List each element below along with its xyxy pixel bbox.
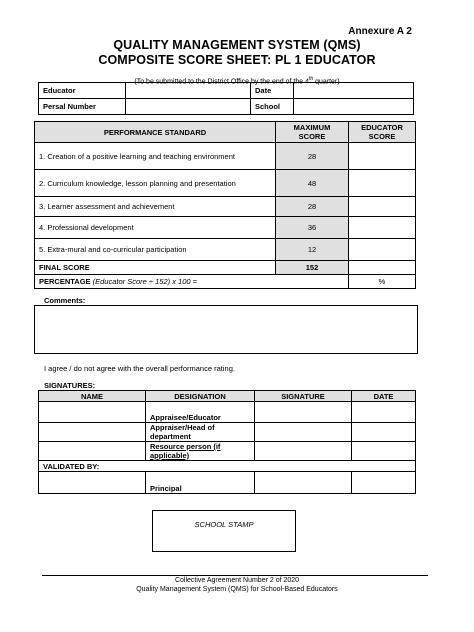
score-row bbox=[35, 197, 416, 217]
document-subtitle: (To be submitted to the District Office by the end of the 4th quarter) bbox=[134, 76, 340, 86]
col-date: DATE bbox=[352, 391, 416, 402]
max-score: 12 bbox=[276, 239, 349, 261]
standard-text: 2. Curriculum knowledge, lesson planning and presentation bbox=[35, 170, 276, 197]
col-educator-score: EDUCATOR SCORE bbox=[349, 122, 416, 143]
appraisee-date-field[interactable] bbox=[352, 402, 416, 423]
footer-line2: Quality Management System (QMS) for School-Based Educators bbox=[136, 586, 338, 593]
document-title-line2: COMPOSITE SCORE SHEET: PL 1 EDUCATOR bbox=[98, 53, 376, 67]
max-score: 36 bbox=[276, 217, 349, 239]
document-title-line1: QUALITY MANAGEMENT SYSTEM (QMS) bbox=[113, 38, 361, 52]
persal-label: Persal Number bbox=[39, 99, 126, 115]
appraisee-name-field[interactable] bbox=[39, 402, 146, 423]
percentage-row bbox=[35, 275, 349, 289]
school-field[interactable] bbox=[294, 99, 414, 115]
percent-sign: % bbox=[378, 277, 386, 286]
appraisee-designation: Appraisee/Educator bbox=[146, 402, 255, 423]
resource-date-field[interactable] bbox=[352, 442, 416, 461]
percentage-formula: (Educator Score ÷ 152) x 100 = bbox=[92, 277, 198, 286]
principal-date-field[interactable] bbox=[352, 472, 416, 494]
percentage-field[interactable] bbox=[349, 275, 416, 289]
annexure-label: Annexure A 2 bbox=[348, 26, 412, 37]
educator-info-table bbox=[38, 82, 414, 115]
appraiser-designation: Appraiser/Head of department bbox=[146, 423, 255, 442]
score-row bbox=[35, 239, 416, 261]
resource-signature-field[interactable] bbox=[255, 442, 352, 461]
signatures-table bbox=[38, 390, 416, 494]
col-name: NAME bbox=[39, 391, 146, 402]
comments-label: Comments: bbox=[44, 296, 86, 305]
max-score: 48 bbox=[276, 170, 349, 197]
educator-score-field[interactable] bbox=[349, 239, 416, 261]
resource-name-field[interactable] bbox=[39, 442, 146, 461]
appraiser-name-field[interactable] bbox=[39, 423, 146, 442]
agreement-statement: I agree / do not agree with the overall performance rating. bbox=[44, 364, 235, 373]
principal-name-field[interactable] bbox=[39, 472, 146, 494]
date-field[interactable] bbox=[294, 83, 414, 99]
date-label: Date bbox=[251, 83, 294, 99]
appraisee-signature-field[interactable] bbox=[255, 402, 352, 423]
col-standard: PERFORMANCE STANDARD bbox=[35, 122, 276, 143]
educator-field[interactable] bbox=[126, 83, 251, 99]
appraiser-date-field[interactable] bbox=[352, 423, 416, 442]
standard-text: 3. Learner assessment and achievement bbox=[35, 197, 276, 217]
educator-score-field[interactable] bbox=[349, 143, 416, 170]
standard-text: 5. Extra-mural and co-curricular participation bbox=[35, 239, 276, 261]
final-max-score: 152 bbox=[276, 261, 349, 275]
signatures-heading: SIGNATURES: bbox=[44, 381, 96, 390]
score-row bbox=[35, 217, 416, 239]
educator-label: Educator bbox=[39, 83, 126, 99]
score-row bbox=[35, 143, 416, 170]
principal-signature-field[interactable] bbox=[255, 472, 352, 494]
max-score: 28 bbox=[276, 197, 349, 217]
footer-divider bbox=[42, 575, 428, 576]
school-stamp-box bbox=[152, 510, 296, 552]
footer-line1: Collective Agreement Number 2 of 2020 bbox=[174, 577, 300, 584]
principal-designation: Principal bbox=[146, 472, 255, 494]
final-score-label: FINAL SCORE bbox=[35, 261, 276, 275]
school-stamp-label: SCHOOL STAMP bbox=[194, 520, 254, 529]
col-signature: SIGNATURE bbox=[255, 391, 352, 402]
appraiser-signature-field[interactable] bbox=[255, 423, 352, 442]
col-max-score: MAXIMUM SCORE bbox=[276, 122, 349, 143]
score-table bbox=[34, 121, 416, 289]
resource-designation: Resource person (if applicable) bbox=[146, 442, 255, 461]
educator-score-field[interactable] bbox=[349, 217, 416, 239]
persal-field[interactable] bbox=[126, 99, 251, 115]
educator-score-field[interactable] bbox=[349, 170, 416, 197]
educator-score-field[interactable] bbox=[349, 197, 416, 217]
validated-by-label: VALIDATED BY: bbox=[39, 461, 416, 472]
max-score: 28 bbox=[276, 143, 349, 170]
col-designation: DESIGNATION bbox=[146, 391, 255, 402]
comments-box[interactable] bbox=[34, 305, 418, 354]
final-educator-score-field[interactable] bbox=[349, 261, 416, 275]
standard-text: 4. Professional development bbox=[35, 217, 276, 239]
standard-text: 1. Creation of a positive learning and teaching environment bbox=[35, 143, 276, 170]
score-row bbox=[35, 170, 416, 197]
school-label: School bbox=[251, 99, 294, 115]
percentage-label: PERCENTAGE bbox=[39, 277, 91, 286]
